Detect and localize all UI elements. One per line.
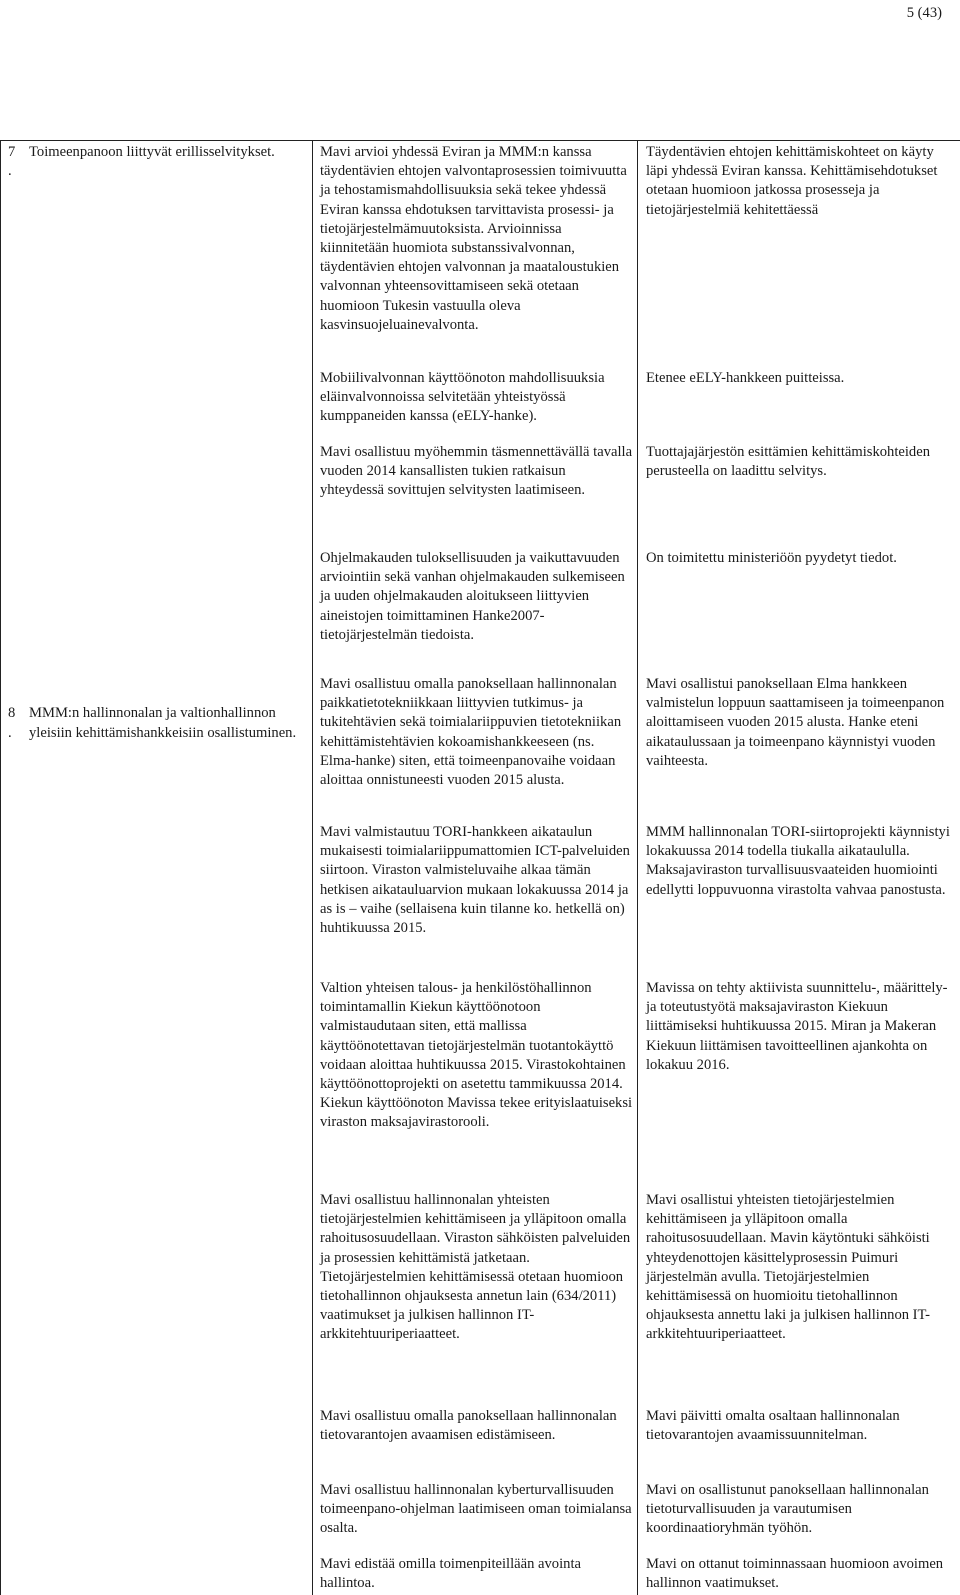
status-text: Mavi päivitti omalta osaltaan hallinnonalan tietovarantojen avaamissuunnitelman. bbox=[646, 1405, 952, 1479]
item-number: 8 . bbox=[8, 704, 29, 742]
measure-text: Mavi osallistuu omalla panoksellaan hallinnonalan paikkatietotekniikkaan liittyvien tutkimus- ja tukitehtävien sekä toimialariippuvien tietotekniikan kehittämistehtävien kokoamishankkeeseen (ns. Elma-hanke) siten, että toimeenpanovaihe voidaan aloittaa onnistuneesti vuoden 2015 alusta. bbox=[320, 673, 633, 821]
item-title: Toimeenpanoon liittyvät erillisselvitykset. bbox=[29, 143, 312, 181]
item-title: MMM:n hallinnonalan ja valtionhallinnon yleisiin kehittämishankkeisiin osallistuminen. bbox=[29, 704, 312, 742]
measure-text: Mavi osallistuu myöhemmin täsmennettävällä tavalla vuoden 2014 kansallisten tukien ratkaisun yhteydessä sovittujen selvitysten laatimiseen. bbox=[320, 441, 633, 547]
status-text: Mavi on osallistunut panoksellaan hallinnonalan tietoturvallisuuden ja varautumisen koordinaatioryhmän työhön. bbox=[646, 1479, 952, 1553]
measure-text: Mavi valmistautuu TORI-hankkeen aikataulun mukaisesti toimialariippumattomien ICT-palveluiden siirtoon. Viraston valmisteluvaihe alkaa tämän hetkisen aikatauluarvion mukaan lokakuussa 2014 ja as is – vaihe (sellaisena kuin tilanne ko. hetkellä on) huhtikuussa 2015. bbox=[320, 821, 633, 977]
status-text: Tuottajajärjestön esittämien kehittämiskohteiden perusteella on laadittu selvitys. bbox=[646, 441, 952, 547]
measure-text: Ohjelmakauden tuloksellisuuden ja vaikuttavuuden arviointiin sekä vanhan ohjelmakauden sulkemiseen ja uuden ohjelmakauden aloitukseen liittyvien aineistojen toimittaminen Hanke2007-tietojärjestelmän tiedoista. bbox=[320, 547, 633, 673]
status-column bbox=[638, 141, 960, 1595]
status-text: Mavi osallistui yhteisten tietojärjestelmien kehittämiseen ja ylläpitoon omalla rahoitusosuudellaan. Mavin käytöntuki sähköisti yhteydenottojen käsittelyprosessin Puimuri järjestelmän avulla. Tietojärjestelmien kehittämisessä on huomioitu tietohallinnon ohjauksesta annettu laki ja julkisen hallinnon IT-arkkitehtuuriperiaatteet. bbox=[646, 1189, 952, 1405]
measure-text: Mavi osallistuu hallinnonalan kyberturvallisuuden toimeenpano-ohjelman laatimiseen oman toimialansa osalta. bbox=[320, 1479, 633, 1553]
action-plan-table bbox=[0, 140, 960, 1595]
measure-text: Mavi osallistuu hallinnonalan yhteisten tietojärjestelmien kehittämiseen ja ylläpitoon omalla rahoitusosuudellaan. Viraston sähköisten palveluiden ja prosessien kehittämistä jatketaan. Tietojärjestelmien kehittämisessä otetaan huomioon tietohallinnon ohjauksesta annetun lain (634/2011) vaatimukset ja julkisen hallinnon IT-arkkitehtuuriperiaatteet. bbox=[320, 1189, 633, 1405]
measure-text: Mobiilivalvonnan käyttöönoton mahdollisuuksia eläinvalvonnoissa selvitetään yhteistyössä kumppaneiden kanssa (eELY-hanke). bbox=[320, 367, 633, 441]
status-text: Täydentävien ehtojen kehittämiskohteet on käyty läpi yhdessä Eviran kanssa. Kehittämisehdotukset otetaan huomioon jatkossa prosesseja ja tietojärjestelmiä kehitettäessä bbox=[646, 141, 952, 367]
measure-text: Mavi osallistuu omalla panoksellaan hallinnonalan tietovarantojen avaamisen edistämiseen. bbox=[320, 1405, 633, 1479]
status-text: Etenee eELY-hankkeen puitteissa. bbox=[646, 367, 952, 441]
status-text: Mavi on ottanut toiminnassaan huomioon avoimen hallinnon vaatimukset. bbox=[646, 1553, 952, 1595]
measure-text: Mavi arvioi yhdessä Eviran ja MMM:n kanssa täydentävien ehtojen valvontaprosessien toimivuutta ja tehostamismahdollisuuksia sekä tekee yhdessä Eviran kanssa ehdotuksen tarvittavista prosessi- ja tietojärjestelmämuutoksista. Arvioinnissa kiinnitetään huomiota substanssivalvonnan, täydentävien ehtojen valvonnan ja maataloustukien valvonnan yhteensovittamiseen sekä otetaan huomioon Tukesin vastuulla oleva kasvinsuojeluainevalvonta. bbox=[320, 141, 633, 367]
status-text: Mavissa on tehty aktiivista suunnittelu-, määrittely- ja toteutustyötä maksajaviraston Kiekuun liittämiseksi huhtikuussa 2015. Miran ja Makeran Kiekuun liittämisen tavoitteellinen ajankohta on lokakuu 2016. bbox=[646, 977, 952, 1189]
table-row bbox=[1, 141, 960, 1595]
item-number: 7 . bbox=[8, 143, 29, 181]
status-text: On toimitettu ministeriöön pyydetyt tiedot. bbox=[646, 547, 952, 673]
status-text: Mavi osallistui panoksellaan Elma hankkeen valmistelun loppuun saattamiseen ja toimeenpanon aloittamiseen vuoden 2015 alusta. Hanke eteni aikataulussaan ja toimeenpano käynnistyi vuoden vaihteesta. bbox=[646, 673, 952, 821]
measure-text: Mavi edistää omilla toimenpiteillään avointa hallintoa. bbox=[320, 1553, 633, 1595]
measures-column bbox=[313, 141, 638, 1595]
item-7 bbox=[8, 143, 312, 181]
item-8 bbox=[8, 704, 312, 742]
status-text: MMM hallinnonalan TORI-siirtoprojekti käynnistyi lokakuussa 2014 todella tiukalla aikataululla. Maksajaviraston turvallisuusvaateiden huomiointi edellytti loppuvuonna virastolta vahvaa panostusta. bbox=[646, 821, 952, 977]
item-column bbox=[1, 141, 313, 1595]
page-number: 5 (43) bbox=[907, 4, 942, 23]
measure-text: Valtion yhteisen talous- ja henkilöstöhallinnon toimintamallin Kiekun käyttöönotoon valmistaudutaan siten, että mallissa käyttöönotettavan tietojärjestelmän tuotantokäyttö voidaan aloittaa huhtikuussa 2015. Virastokohtainen käyttöönottoprojekti on asetettu tammikuussa 2014. Kiekun käyttöönoton Mavissa tekee erityislaatuiseksi viraston maksajavirastorooli. bbox=[320, 977, 633, 1189]
